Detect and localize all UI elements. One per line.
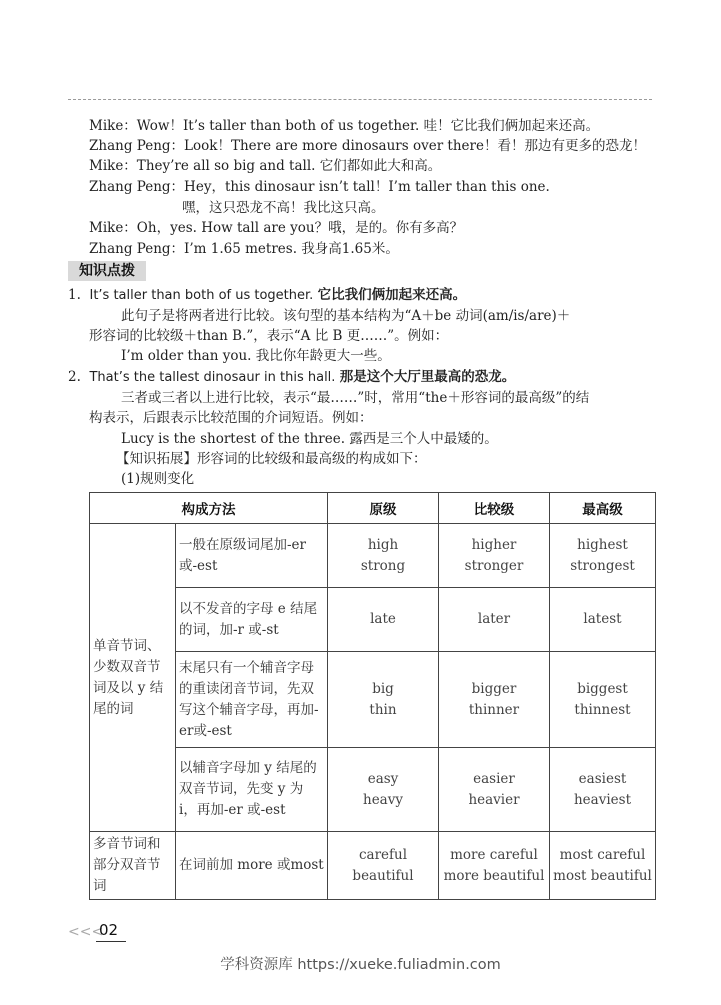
comparative-form-cell: more careful more beautiful — [439, 832, 550, 900]
method-cell: 以辅音字母加 y 结尾的双音节词，先变 y 为 i，再加-er 或-est — [176, 748, 328, 832]
point-1-line-1: 此句子是将两者进行比较。该句型的基本结构为“A＋be 动词(am/is/are)＋ — [121, 308, 571, 324]
section-title-badge: 知识点拨 — [68, 261, 146, 281]
method-cell: 末尾只有一个辅音字母的重读闭音节词，先双写这个辅音字母，再加-er或-est — [176, 652, 328, 748]
method-cell: 在词前加 more 或most — [176, 832, 328, 900]
dialogue-line-1: Mike：Wow！It’s taller than both of us together. 哇！它比我们俩加起来还高。 — [89, 118, 600, 134]
point-1-chinese: 它比我们俩加起来还高。 — [317, 287, 467, 303]
footer-arrows: <<< — [68, 924, 104, 940]
table-header-row — [90, 493, 656, 524]
table-row — [90, 832, 656, 900]
comparative-form-cell: easier heavier — [439, 748, 550, 832]
superlative-form-cell: latest — [550, 588, 656, 652]
superlative-form-cell: biggest thinnest — [550, 652, 656, 748]
method-cell: 一般在原级词尾加-er或-est — [176, 524, 328, 588]
table-row — [90, 524, 656, 588]
watermark-text: 学科资源库 https://xueke.fuliadmin.com — [220, 957, 501, 973]
base-form-cell: careful beautiful — [328, 832, 439, 900]
superlative-form-cell: highest strongest — [550, 524, 656, 588]
comparative-form-cell: bigger thinner — [439, 652, 550, 748]
dialogue-line-6: Zhang Peng：I’m 1.65 metres. 我身高1.65米。 — [89, 241, 399, 257]
base-form-cell: late — [328, 588, 439, 652]
dialogue-line-4-translation: 嘿，这只恐龙不高！我比这只高。 — [182, 200, 385, 216]
comparative-form-cell: higher stronger — [439, 524, 550, 588]
point-1-number: 1. — [68, 287, 81, 303]
dialogue-line-4: Zhang Peng：Hey，this dinosaur isn’t tall！I’m taller than this one. — [89, 179, 550, 195]
point-1-line-2: 形容词的比较级＋than B.”，表示“A 比 B 更……”。例如： — [89, 328, 449, 344]
point-2-chinese: 那是这个大厅里最高的恐龙。 — [339, 369, 516, 385]
point-1-english: It’s taller than both of us together. — [89, 288, 314, 303]
header-base: 原级 — [328, 493, 439, 524]
regular-changes-label: (1)规则变化 — [121, 471, 195, 487]
point-2-english: That’s the tallest dinosaur in this hall. — [89, 370, 336, 385]
top-dashed-rule — [68, 99, 652, 100]
superlative-form-cell: most careful most beautiful — [550, 832, 656, 900]
comparative-form-cell: later — [439, 588, 550, 652]
method-cell: 以不发音的字母 e 结尾的词，加-r 或-st — [176, 588, 328, 652]
page-number-underline — [96, 941, 126, 942]
point-1-heading — [68, 285, 466, 306]
header-method: 构成方法 — [90, 493, 328, 524]
base-form-cell: easy heavy — [328, 748, 439, 832]
word-type-cell: 多音节词和部分双音节词 — [90, 832, 176, 900]
word-type-cell: 单音节词、少数双音节词及以 y 结尾的词 — [90, 524, 176, 832]
point-2-line-1: 三者或三者以上进行比较，表示“最……”时，常用“the＋形容词的最高级”的结 — [121, 390, 590, 406]
dialogue-line-3: Mike：They’re all so big and tall. 它们都如此大和高。 — [89, 158, 442, 174]
knowledge-extension: 【知识拓展】形容词的比较级和最高级的构成如下： — [116, 451, 427, 467]
point-1-example: I’m older than you. 我比你年龄更大一些。 — [121, 348, 391, 364]
page-number: 02 — [99, 921, 119, 939]
dialogue-line-5: Mike：Oh，yes. How tall are you？哦，是的。你有多高？ — [89, 220, 464, 236]
comparison-table — [89, 492, 656, 900]
header-superlative: 最高级 — [550, 493, 656, 524]
dialogue-line-2: Zhang Peng：Look！There are more dinosaurs over there！看！那边有更多的恐龙！ — [89, 138, 646, 154]
point-2-number: 2. — [68, 369, 81, 385]
header-comparative: 比较级 — [439, 493, 550, 524]
superlative-form-cell: easiest heaviest — [550, 748, 656, 832]
base-form-cell: big thin — [328, 652, 439, 748]
point-2-heading — [68, 367, 515, 388]
point-2-example: Lucy is the shortest of the three. 露西是三个人中最矮的。 — [121, 431, 498, 447]
point-2-line-2: 构表示，后跟表示比较范围的介词短语。例如： — [89, 410, 373, 426]
base-form-cell: high strong — [328, 524, 439, 588]
